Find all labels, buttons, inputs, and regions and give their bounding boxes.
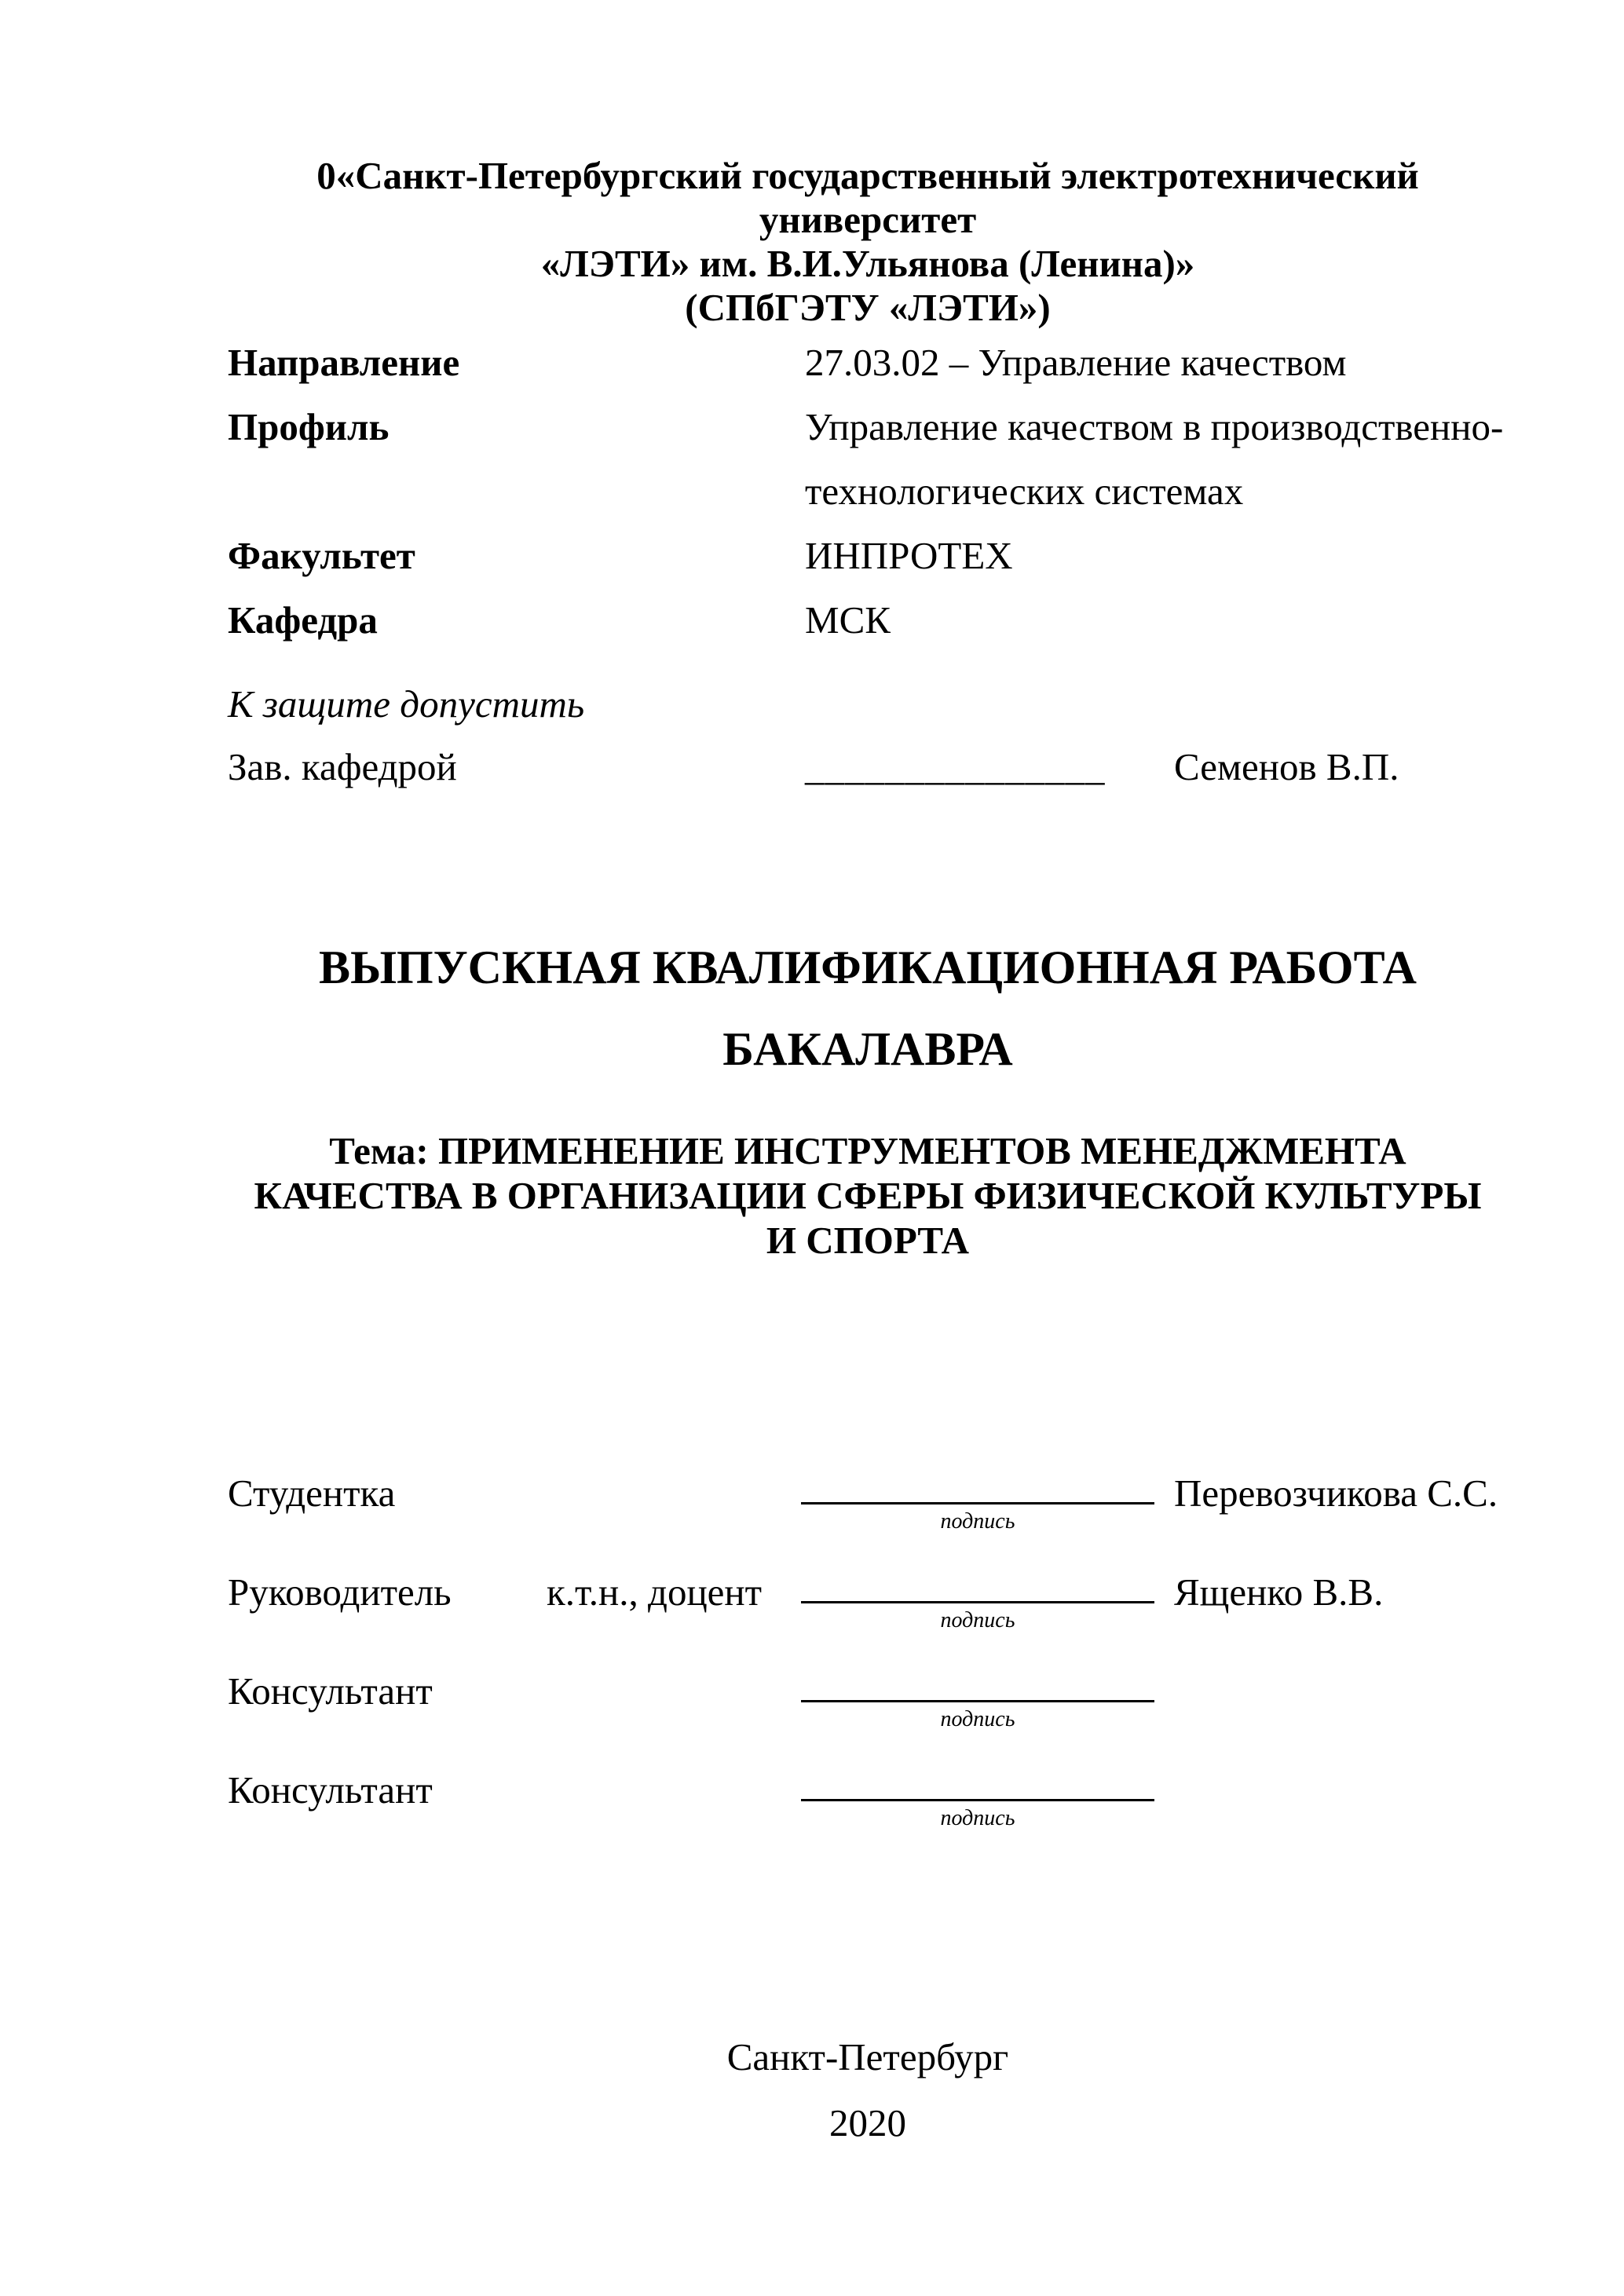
signature-row-supervisor bbox=[0, 1561, 1624, 1660]
supervisor-signature-caption: подпись bbox=[940, 1608, 1015, 1632]
supervisor-role-label: Руководитель bbox=[228, 1570, 452, 1614]
footer-city: Санкт-Петербург bbox=[726, 2035, 1009, 2078]
topic-title bbox=[228, 1128, 1508, 1263]
consultant-1-signature-line bbox=[801, 1660, 1154, 1702]
consultant-1-signature-caption: подпись bbox=[940, 1707, 1015, 1731]
field-row-faculty bbox=[228, 524, 1563, 588]
admission-note: К защите допустить bbox=[228, 682, 585, 726]
field-row-department bbox=[228, 588, 1563, 653]
profile-value-line-2: технологических системах bbox=[805, 470, 1244, 513]
faculty-value: ИНПРОТЕХ bbox=[805, 534, 1013, 577]
student-name: Перевозчикова С.С. bbox=[1174, 1472, 1498, 1515]
direction-value: 27.03.02 – Управление качеством bbox=[805, 341, 1347, 384]
student-signature-line bbox=[801, 1462, 1154, 1504]
signature-row-consultant-2 bbox=[0, 1759, 1624, 1858]
head-of-department-row bbox=[0, 744, 1624, 799]
topic-line-1: Тема: ПРИМЕНЕНИЕ ИНСТРУМЕНТОВ МЕНЕДЖМЕНТА bbox=[329, 1129, 1406, 1172]
work-title-line-1: ВЫПУСКНАЯ КВАЛИФИКАЦИОННАЯ РАБОТА bbox=[319, 941, 1417, 993]
work-title-line-2: БАКАЛАВРА bbox=[722, 1023, 1013, 1075]
consultant-2-signature-caption: подпись bbox=[940, 1806, 1015, 1830]
university-name-line-1: 0«Санкт-Петербургский государственный электротехнический университет bbox=[316, 154, 1419, 241]
head-of-department-label: Зав. кафедрой bbox=[228, 745, 457, 788]
head-of-department-name: Семенов В.П. bbox=[1174, 745, 1399, 788]
work-title bbox=[228, 927, 1508, 1090]
department-value: МСК bbox=[805, 598, 891, 642]
consultant-2-signature-line bbox=[801, 1759, 1154, 1801]
field-row-direction bbox=[228, 331, 1563, 395]
consultant-1-role-label: Консультант bbox=[228, 1669, 433, 1713]
footer-year: 2020 bbox=[829, 2101, 906, 2144]
student-role-label: Студентка bbox=[228, 1472, 396, 1515]
field-row-profile bbox=[228, 395, 1563, 524]
topic-line-3: И СПОРТА bbox=[766, 1219, 970, 1262]
university-abbreviation: (СПбГЭТУ «ЛЭТИ») bbox=[685, 286, 1051, 329]
supervisor-signature-line bbox=[801, 1561, 1154, 1603]
consultant-2-role-label: Консультант bbox=[228, 1768, 433, 1812]
faculty-label: Факультет bbox=[228, 534, 415, 577]
signature-row-consultant-1 bbox=[0, 1660, 1624, 1759]
signature-row-student bbox=[0, 1462, 1624, 1561]
head-signature-blank: _______________ bbox=[805, 745, 1106, 788]
direction-label: Направление bbox=[228, 341, 460, 384]
profile-value-line-1: Управление качеством в производственно- bbox=[805, 405, 1504, 448]
department-label: Кафедра bbox=[228, 598, 378, 642]
university-name-line-2: «ЛЭТИ» им. В.И.Ульянова (Ленина)» bbox=[540, 242, 1195, 285]
supervisor-degree-label: к.т.н., доцент bbox=[547, 1570, 763, 1614]
student-signature-caption: подпись bbox=[940, 1509, 1015, 1534]
profile-value bbox=[805, 395, 1563, 524]
university-header bbox=[228, 154, 1508, 330]
profile-label: Профиль bbox=[228, 405, 390, 448]
program-fields bbox=[228, 331, 1563, 653]
footer bbox=[228, 2024, 1508, 2156]
supervisor-name: Ященко В.В. bbox=[1174, 1570, 1384, 1614]
topic-line-2: КАЧЕСТВА В ОРГАНИЗАЦИИ СФЕРЫ ФИЗИЧЕСКОЙ КУЛЬТУРЫ bbox=[254, 1174, 1482, 1217]
